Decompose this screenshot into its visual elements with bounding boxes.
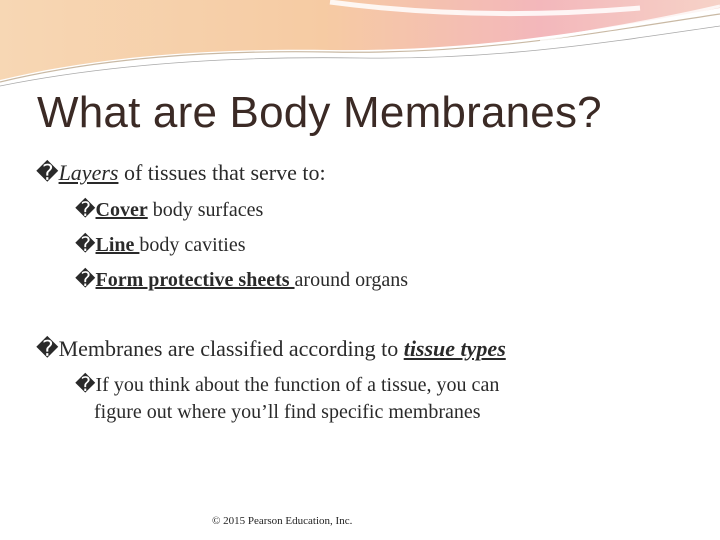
bullet-text: around organs — [294, 269, 409, 291]
sub-bullet-cover — [75, 197, 263, 222]
bullet-layers — [36, 160, 326, 186]
bullet-text: of tissues that serve to: — [118, 160, 326, 185]
bullet-icon: � — [75, 232, 96, 256]
term-layers: Layers — [58, 160, 119, 185]
bullet-icon: � — [75, 372, 96, 396]
bullet-text: Membranes are classified according to — [58, 336, 404, 361]
bullet-text-line1: If you think about the function of a tissue, you can — [95, 374, 500, 396]
decorative-wave-banner — [0, 0, 720, 90]
term-line: Line — [95, 234, 140, 256]
sub-bullet-function — [75, 372, 499, 397]
bullet-icon: � — [36, 161, 59, 186]
slide-title: What are Body Membranes? — [37, 88, 602, 137]
sub-bullet-line — [75, 232, 246, 257]
term-cover: Cover — [95, 199, 148, 221]
bullet-icon: � — [36, 337, 59, 362]
copyright-footer: © 2015 Pearson Education, Inc. — [212, 515, 353, 527]
sub-bullet-form — [75, 267, 408, 292]
bullet-membranes-classified — [36, 336, 506, 362]
sub-bullet-function-continued: figure out where you’ll find specific membranes — [94, 401, 481, 423]
bullet-icon: � — [75, 267, 96, 291]
bullet-icon: � — [75, 197, 96, 221]
bullet-text: body cavities — [139, 234, 246, 256]
bullet-text: body surfaces — [147, 199, 264, 221]
term-form-protective-sheets: Form protective sheets — [95, 269, 295, 291]
term-tissue-types: tissue types — [403, 336, 506, 361]
